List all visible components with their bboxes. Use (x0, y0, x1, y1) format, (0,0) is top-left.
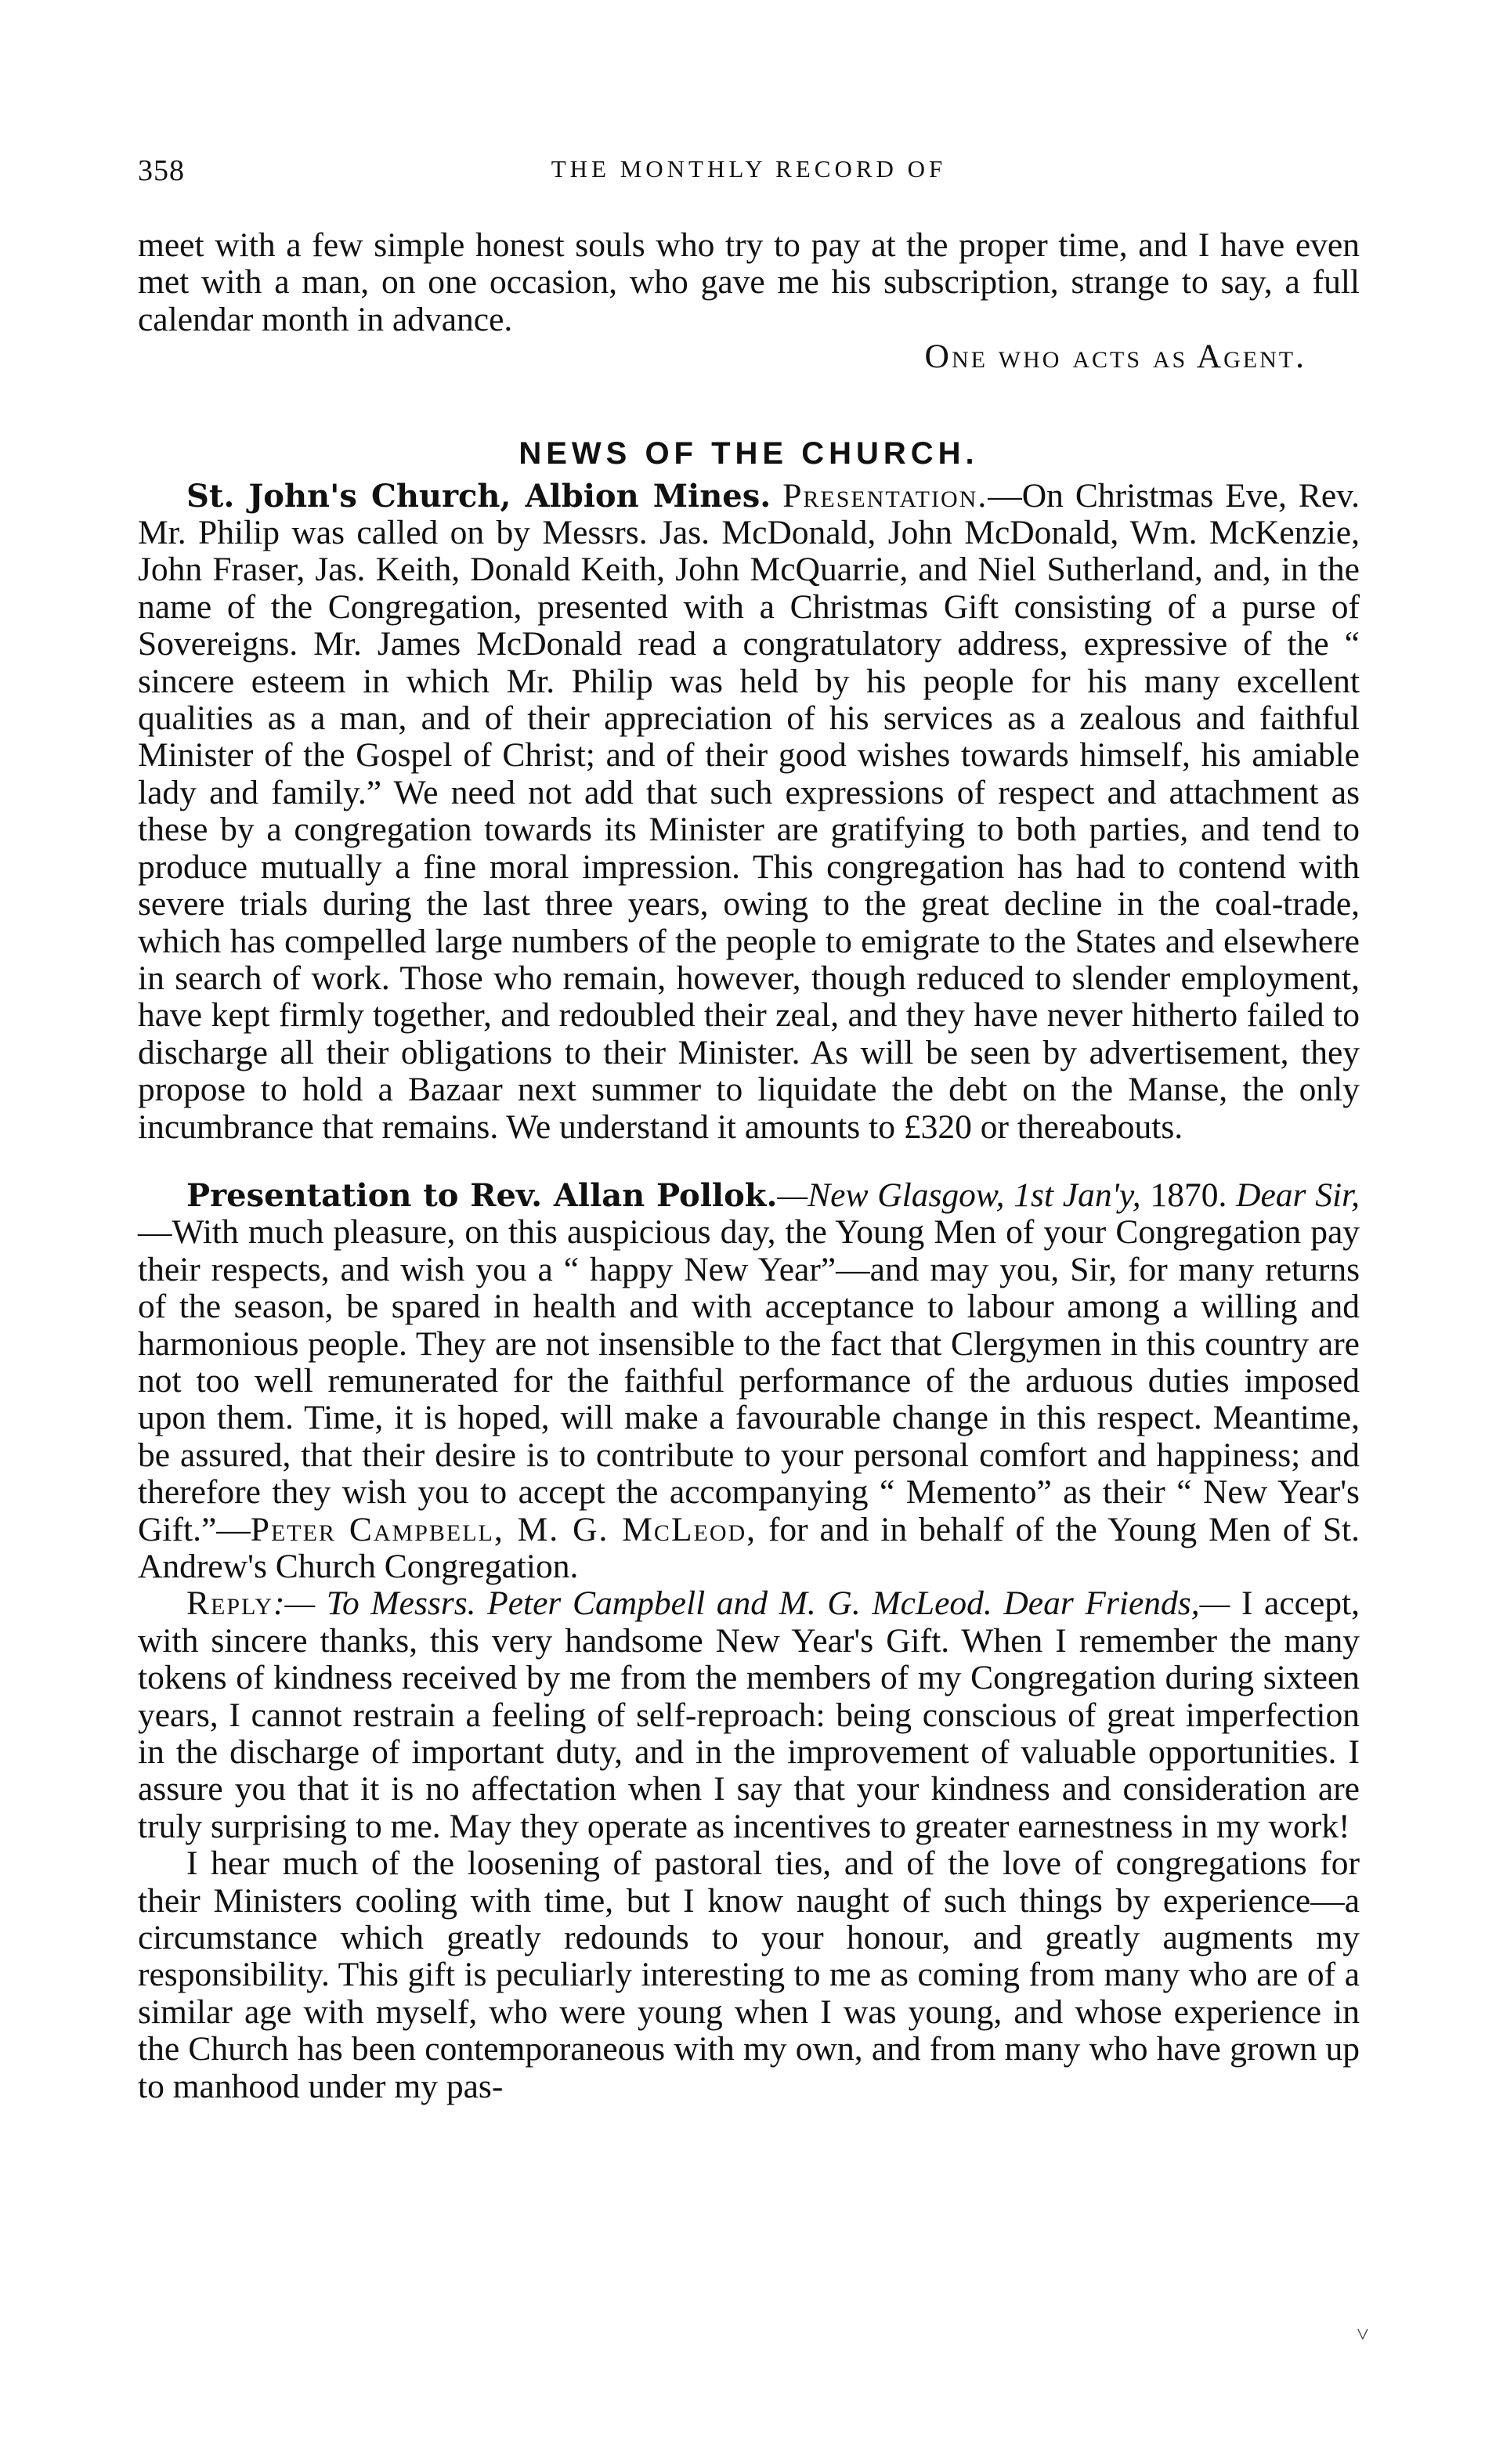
pollok-signatories: Peter Campbell, M. G. McLeod, (250, 1510, 757, 1548)
pollok-heading: Presentation to Rev. Allan Pollok. (186, 1176, 778, 1214)
footer-mark: ˅ (1357, 2323, 1369, 2347)
pollok-address-close: for and in behalf of the Young Men of St. Andrew's Church Congregation. (138, 1510, 1360, 1585)
running-header (138, 154, 1360, 193)
pollok-address-text: —With much pleasure, on this auspicious day, the Young Men of your Congregation pay their respects, and wish you a “ happy New Year”—and may you, Sir, for many returns of the season, be spared in health and with acceptance to labour among a willing and harmonious people. They are not insensible to the fact that Clergymen in this country are not too well remunerated for the faithful performance of the arduous duties imposed upon them. Time, it is hoped, will make a favourable change in this respect. Meantime, be assured, that their desire is to contribute to your personal comfort and happiness; and therefore they wish you to accept the accompanying “ Memento” as their “ New Year's Gift.”— (138, 1213, 1360, 1548)
pollok-dateline: —New Glasgow, 1st Jan'y, (777, 1176, 1141, 1214)
reply-label: Reply (186, 1584, 274, 1623)
reply-paragraph (138, 1585, 1360, 1845)
pollok-salutation: Dear Sir, (1236, 1176, 1360, 1214)
page-body (138, 227, 1360, 2105)
agent-signature: One who acts as Agent. (924, 338, 1306, 376)
pollok-address-paragraph (138, 1177, 1360, 1585)
page-number: 358 (138, 154, 185, 187)
section-heading: NEWS OF THE CHURCH. (518, 435, 979, 471)
reply-paragraph-2: I hear much of the loosening of pastoral ties, and of the love of congregations for their Ministers cooling with time, but I know naught of such things by experience—a circumstance which greatly redounds to your honour, and greatly augments my responsibility. This gift is peculiarly interesting to me as coming from many who are of a similar age with myself, who were young when I was young, and whose experience in the Church has been contemporaneous with my own, and from many who have grown up to manhood under my pas- (138, 1844, 1360, 2105)
running-title: THE MONTHLY RECORD OF (551, 155, 947, 182)
albion-mines-text: —On Christmas Eve, Rev. Mr. Philip was called on by Messrs. Jas. McDonald, John McDonald, Wm. McKenzie, John Fraser, Jas. Keith, Donald Keith, John McQuarrie, and Niel Sutherland, and, in the name of the Congregation, presented with a Christmas Gift consisting of a purse of Sovereigns. Mr. James McDonald read a congratulatory address, expressive of the “ sincere esteem in which Mr. Philip was held by his people for his many excellent qualities as a man, and of their appreciation of his services as a zealous and faithful Minister of the Gospel of Christ; and of their good wishes towards himself, his amiable lady and family.” We need not add that such expressions of respect and attachment as these by a congregation towards its Minister are gratifying to both parties, and tend to produce mutually a fine moral impression. This congregation has had to contend with severe trials during the last three years, owing to the great decline in the coal-trade, which has compelled large numbers of the people to emigrate to the States and elsewhere in search of work. Those who remain, however, though reduced to slender employment, have kept firmly together, and redoubled their zeal, and they have never hitherto failed to discharge all their obligations to their Minister. As will be seen by advertisement, they propose to hold a Bazaar next summer to liquidate the debt on the Manse, the only incumbrance that remains. We understand it amounts to £320 or thereabouts. (138, 476, 1360, 1146)
presentation-label: Presentation. (782, 476, 988, 515)
agent-letter-closing: meet with a few simple honest souls who try to pay at the proper time, and I have even met with a man, on one occasion, who gave me his subscription, strange to say, a full calendar month in advance. (138, 226, 1360, 338)
reply-text: I accept, with sincere thanks, this very handsome New Year's Gift. When I remember the many tokens of kindness received by me from the members of my Congregation during sixteen years, I cannot restrain a feeling of self-reproach: being conscious of great imperfection in the discharge of important duty, and in the improvement of valuable opportunities. I assure you that it is no affectation when I say that your kindness and consideration are truly surprising to me. May they operate as incentives to greater earnestness in my work! (138, 1584, 1360, 1845)
reply-addressee: :— To Messrs. Peter Campbell and M. G. McLeod. Dear Friends,— (273, 1584, 1230, 1623)
pollok-year: 1870. (1150, 1176, 1237, 1214)
albion-mines-heading: St. John's Church, Albion Mines. (186, 477, 771, 515)
albion-mines-paragraph (138, 478, 1360, 1146)
